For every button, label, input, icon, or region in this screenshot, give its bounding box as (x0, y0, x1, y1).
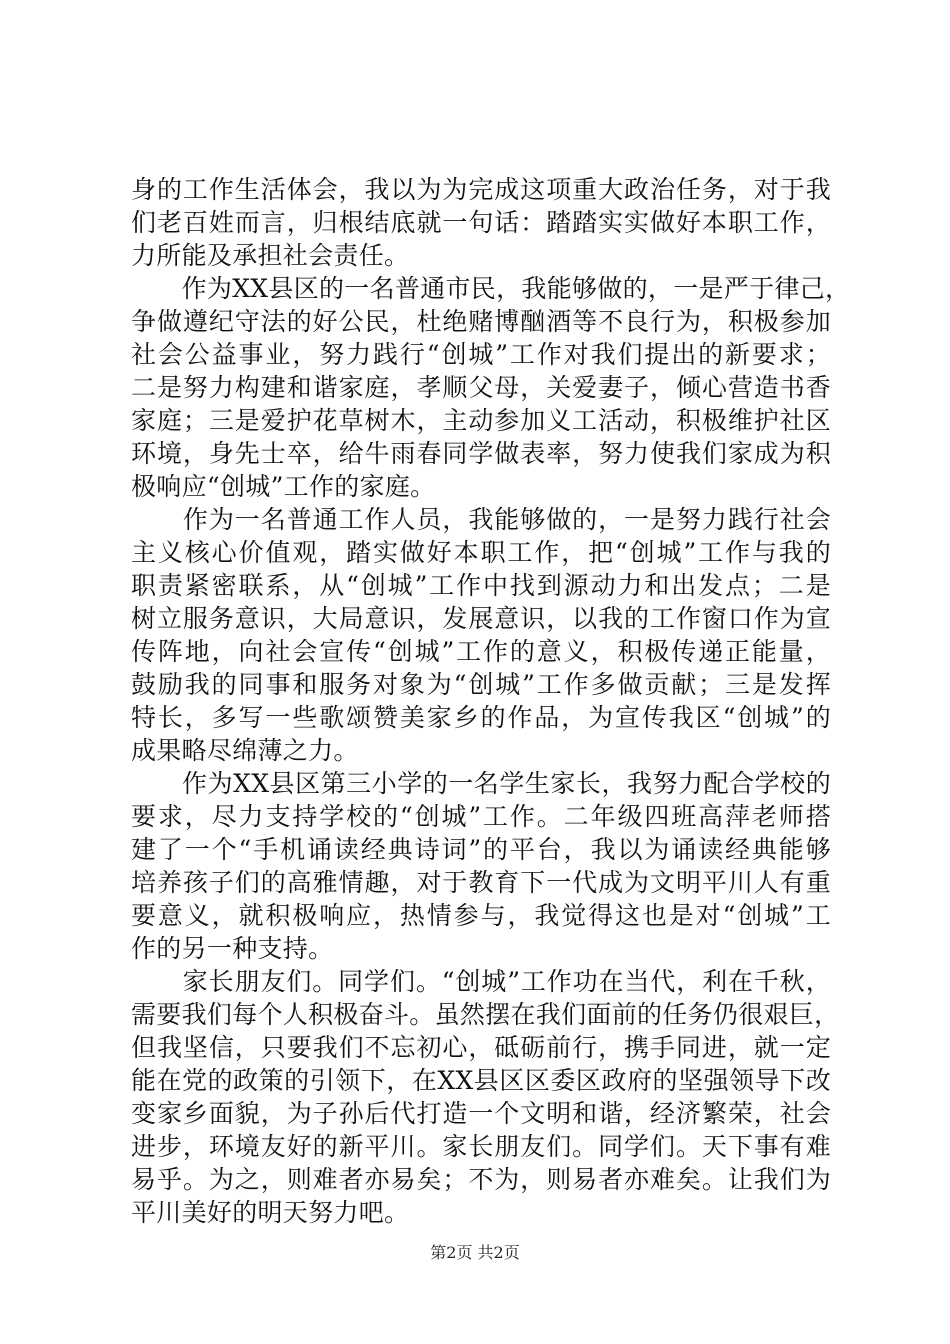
text-line: 进步，环境友好的新平川。家长朋友们。同学们。天下事有难 (131, 1132, 831, 1161)
text-line: 作为XX县区的一名普通市民，我能够做的，一是严于律己， (131, 274, 851, 303)
text-line: 极响应“创城”工作的家庭。 (131, 472, 436, 501)
text-line: 家长朋友们。同学们。“创城”工作功在当代，利在千秋， (131, 967, 831, 996)
text-line: 培养孩子们的高雅情趣，对于教育下一代成为文明平川人有重 (131, 868, 831, 897)
text-line: 们老百姓而言，归根结底就一句话：踏踏实实做好本职工作， (131, 208, 831, 237)
text-line: 成果略尽绵薄之力。 (131, 736, 359, 765)
page-footer: 第2页 共2页 (430, 1243, 520, 1262)
text-line: 职责紧密联系，从“创城”工作中找到源动力和出发点；二是 (131, 571, 831, 600)
text-line: 传阵地，向社会宣传“创城”工作的意义，积极传递正能量， (131, 637, 831, 666)
text-line: 作为一名普通工作人员，我能够做的，一是努力践行社会 (131, 505, 831, 534)
text-line: 身的工作生活体会，我以为为完成这项重大政治任务，对于我 (131, 175, 831, 204)
text-line: 二是努力构建和谐家庭，孝顺父母，关爱妻子，倾心营造书香 (131, 373, 831, 402)
text-line: 环境，身先士卒，给牛雨春同学做表率，努力使我们家成为积 (131, 439, 831, 468)
text-line: 作的另一种支持。 (131, 934, 334, 963)
text-line: 作为XX县区第三小学的一名学生家长，我努力配合学校的 (131, 769, 831, 798)
text-line: 变家乡面貌，为子孙后代打造一个文明和谐，经济繁荣，社会 (131, 1099, 831, 1128)
text-line: 易乎。为之，则难者亦易矣；不为，则易者亦难矣。让我们为 (131, 1165, 831, 1194)
text-line: 鼓励我的同事和服务对象为“创城”工作多做贡献；三是发挥 (131, 670, 831, 699)
text-line: 平川美好的明天努力吧。 (131, 1198, 410, 1227)
document-body (131, 173, 851, 1229)
text-line: 争做遵纪守法的好公民，杜绝赌博酗酒等不良行为，积极参加 (131, 307, 831, 336)
text-line: 社会公益事业，努力践行“创城”工作对我们提出的新要求； (131, 340, 831, 369)
text-line: 但我坚信，只要我们不忘初心，砥砺前行，携手同进，就一定 (131, 1033, 831, 1062)
text-line: 建了一个“手机诵读经典诗词”的平台，我以为诵读经典能够 (131, 835, 831, 864)
text-line: 树立服务意识，大局意识，发展意识，以我的工作窗口作为宣 (131, 604, 831, 633)
text-line: 主义核心价值观，踏实做好本职工作，把“创城”工作与我的 (131, 538, 831, 567)
text-line: 力所能及承担社会责任。 (131, 241, 410, 270)
text-line: 特长，多写一些歌颂赞美家乡的作品，为宣传我区“创城”的 (131, 703, 831, 732)
text-line: 要求，尽力支持学校的“创城”工作。二年级四班高萍老师搭 (131, 802, 831, 831)
text-line: 需要我们每个人积极奋斗。虽然摆在我们面前的任务仍很艰巨， (131, 1000, 840, 1029)
text-line: 家庭；三是爱护花草树木，主动参加义工活动，积极维护社区 (131, 406, 831, 435)
text-line: 能在党的政策的引领下，在XX县区区委区政府的坚强领导下改 (131, 1066, 831, 1095)
text-line: 要意义，就积极响应，热情参与，我觉得这也是对“创城”工 (131, 901, 831, 930)
